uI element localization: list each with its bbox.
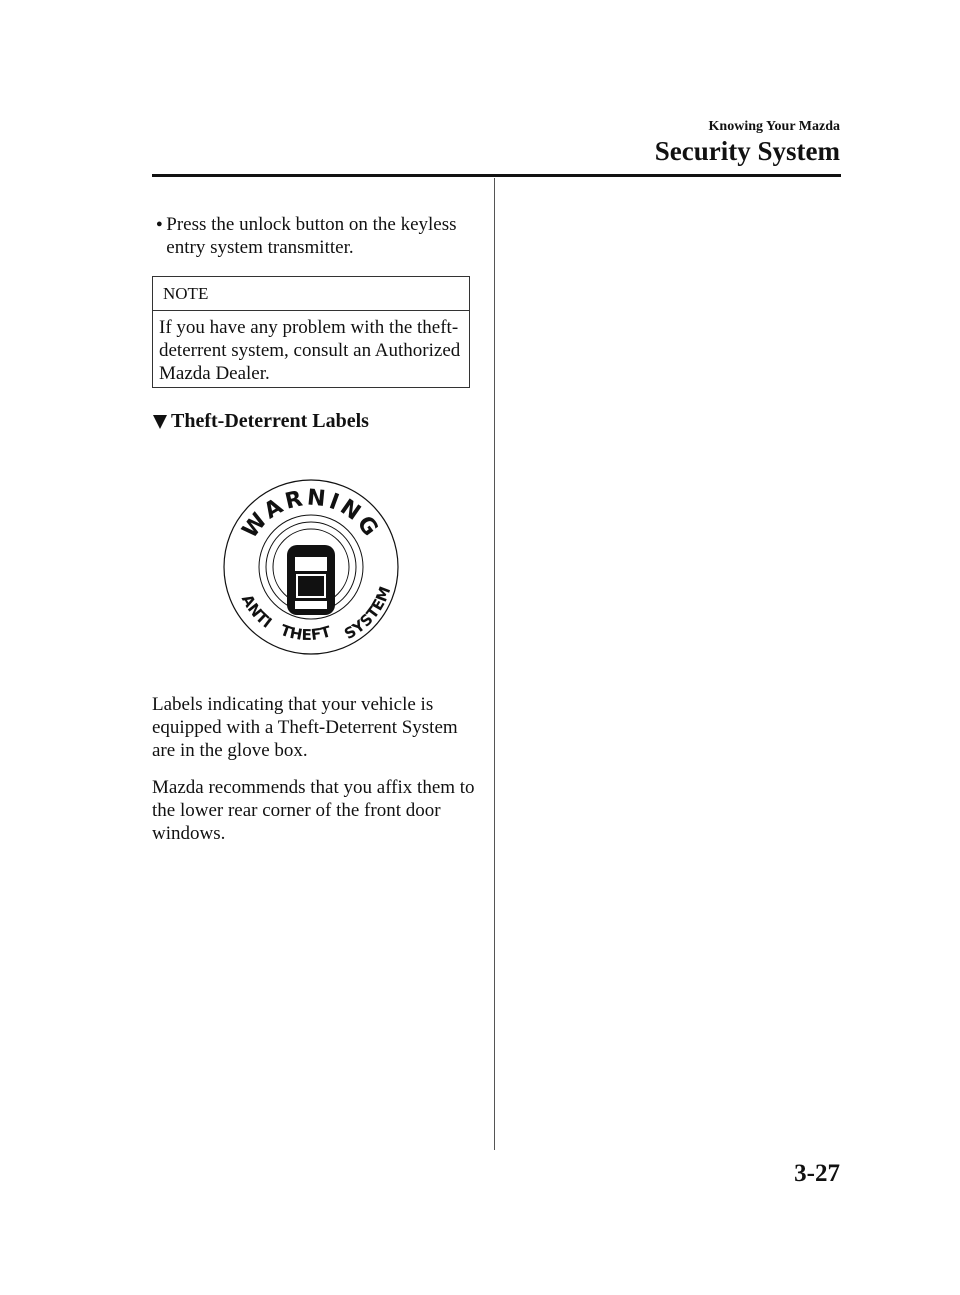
svg-text:THEFT: [278, 621, 334, 644]
section-title: Security System: [654, 136, 840, 166]
subsection-heading: [153, 410, 369, 433]
bullet-item: [156, 213, 476, 259]
triangle-down-icon: [153, 415, 167, 429]
paragraph: Mazda recommends that you affix them to the lower rear corner of the front door windows.: [152, 777, 475, 844]
label-top-text: WARNING: [237, 485, 385, 544]
subsection-title: Theft-Deterrent Labels: [171, 410, 369, 432]
label-bottom-left-text: ANTI: [237, 591, 276, 632]
svg-text:ANTI: [238, 591, 275, 631]
header-rule: [152, 174, 841, 177]
note-heading: NOTE: [153, 277, 469, 311]
paragraph: Labels indicating that your vehicle is equipped with a Theft-Deterrent System are in the glove box.: [152, 694, 458, 761]
bullet-icon: ●: [156, 218, 163, 230]
svg-text:SYSTEM: [341, 584, 394, 643]
bullet-text: Press the unlock button on the keyless entry system transmitter.: [166, 214, 457, 258]
label-bottom-center-text: THEFT: [278, 620, 333, 645]
column-divider: [494, 178, 495, 1150]
label-bottom-right-text: SYSTEM: [341, 583, 395, 644]
svg-text:WARNING: [238, 485, 385, 543]
note-box: [152, 276, 470, 388]
chapter-title: Knowing Your Mazda: [708, 119, 840, 134]
page-number: 3-27: [794, 1160, 840, 1187]
note-text: If you have any problem with the theft-deterrent system, consult an Authorized Mazda Dealer.: [159, 317, 461, 384]
anti-theft-label-illustration: [221, 477, 401, 657]
